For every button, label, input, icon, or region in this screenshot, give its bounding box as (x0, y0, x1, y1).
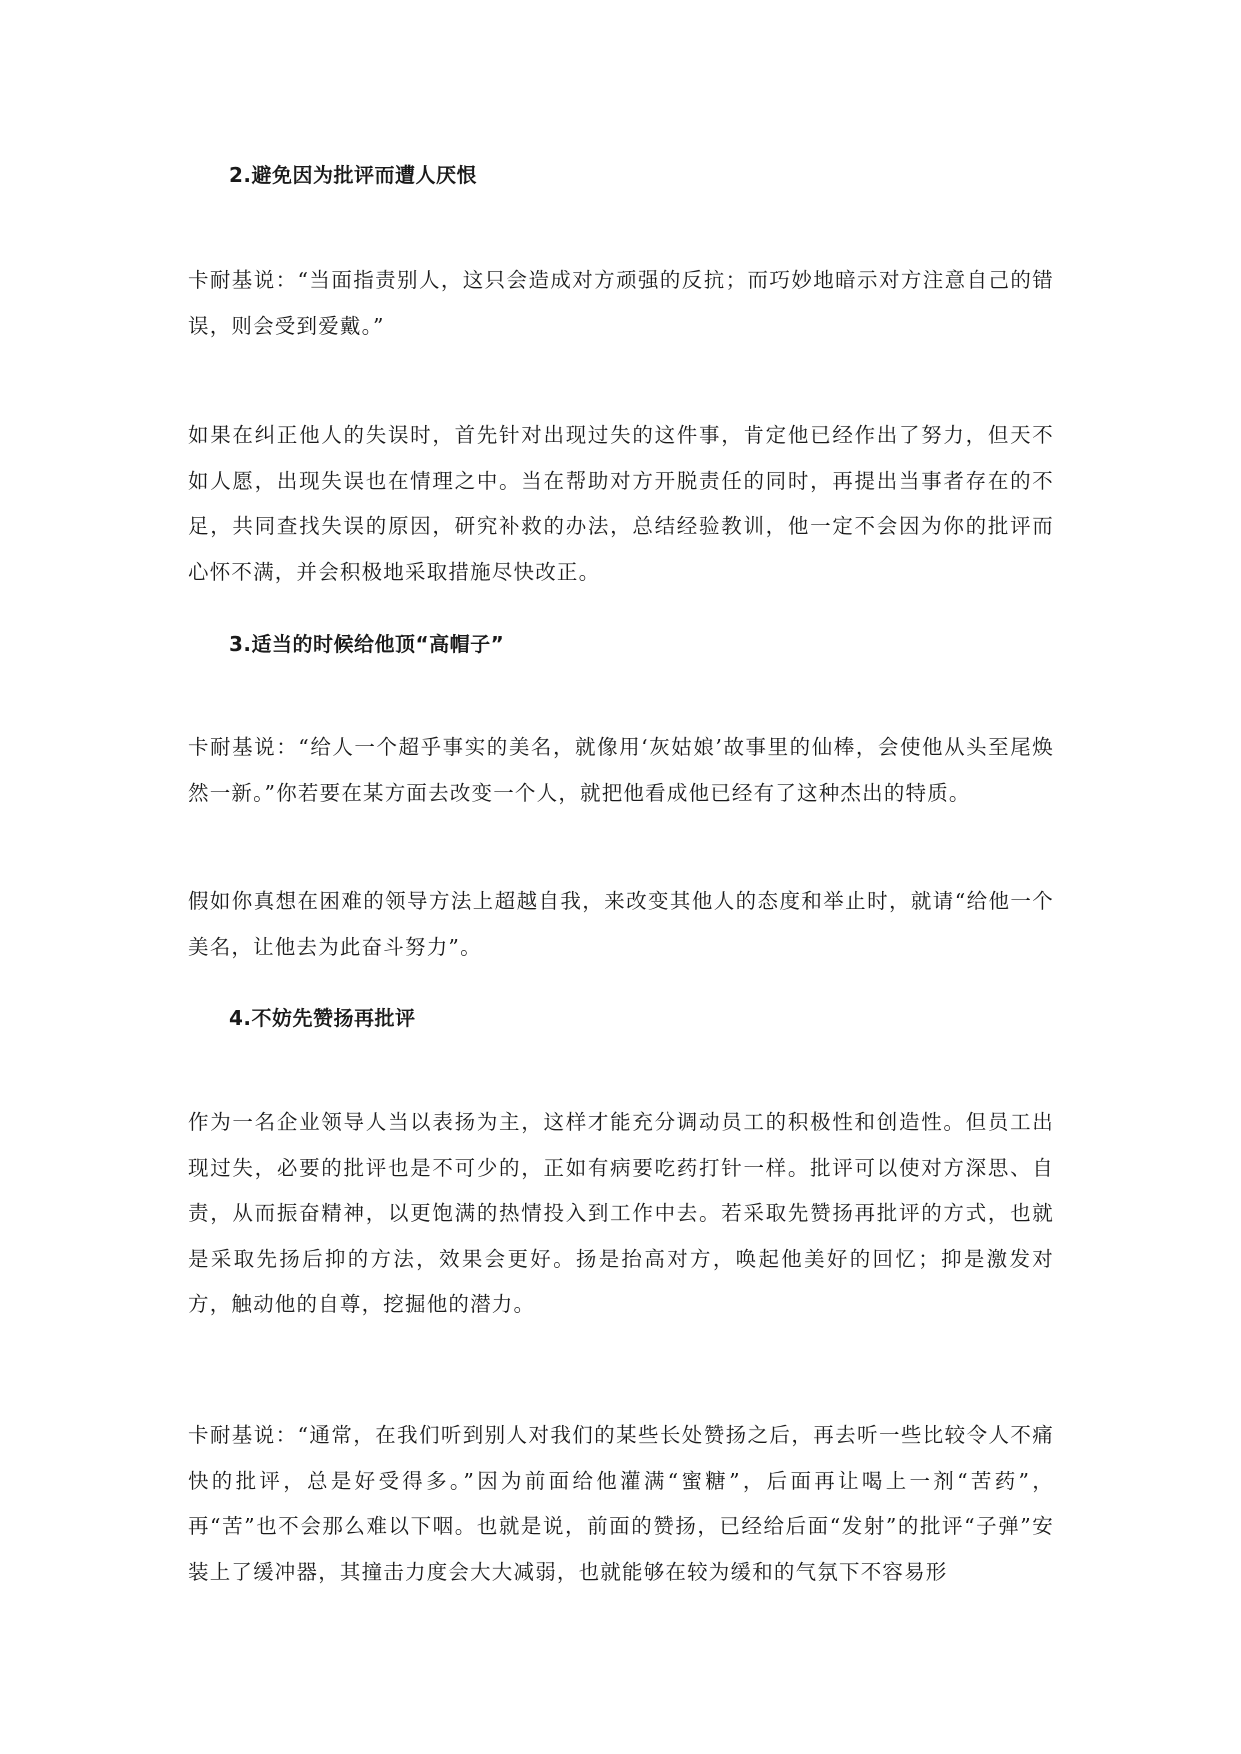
paragraph-4-2: 卡耐基说：“通常，在我们听到别人对我们的某些长处赞扬之后，再去听一些比较令人不痛快的批评，总是好受得多。”因为前面给他灌满“蜜糖”，后面再让喝上一剂“苦药”，再“苦”也不会那么难以下咽。也就是说，前面的赞扬，已经给后面“发射”的批评“子弹”安装上了缓冲器，其撞击力度会大大减弱，也就能够在较为缓和的气氛下不容易形 (188, 1423, 1054, 1584)
paragraph-2-1: 卡耐基说：“当面指责别人，这只会造成对方顽强的反抗；而巧妙地暗示对方注意自己的错误，则会受到爱戴。” (188, 268, 1054, 338)
section-heading-3: 3.适当的时候给他顶“高帽子” (229, 632, 505, 656)
section-heading-4: 4.不妨先赞扬再批评 (229, 1006, 416, 1030)
paragraph-4-1: 作为一名企业领导人当以表扬为主，这样才能充分调动员工的积极性和创造性。但员工出现过失，必要的批评也是不可少的，正如有病要吃药打针一样。批评可以使对方深思、自责，从而振奋精神，以更饱满的热情投入到工作中去。若采取先赞扬再批评的方式，也就是采取先扬后抑的方法，效果会更好。扬是抬高对方，唤起他美好的回忆；抑是激发对方，触动他的自尊，挖掘他的潜力。 (188, 1110, 1054, 1316)
paragraph-3-1: 卡耐基说：“给人一个超乎事实的美名，就像用‘灰姑娘’故事里的仙棒，会使他从头至尾焕然一新。”你若要在某方面去改变一个人，就把他看成他已经有了这种杰出的特质。 (188, 735, 1054, 805)
paragraph-2-2: 如果在纠正他人的失误时，首先针对出现过失的这件事，肯定他已经作出了努力，但天不如人愿，出现失误也在情理之中。当在帮助对方开脱责任的同时，再提出当事者存在的不足，共同查找失误的原因，研究补救的办法，总结经验教训，他一定不会因为你的批评而心怀不满，并会积极地采取措施尽快改正。 (188, 423, 1054, 584)
section-heading-2: 2.避免因为批评而遭人厌恨 (229, 163, 478, 187)
paragraph-3-2: 假如你真想在困难的领导方法上超越自我，来改变其他人的态度和举止时，就请“给他一个美名，让他去为此奋斗努力”。 (188, 889, 1054, 959)
